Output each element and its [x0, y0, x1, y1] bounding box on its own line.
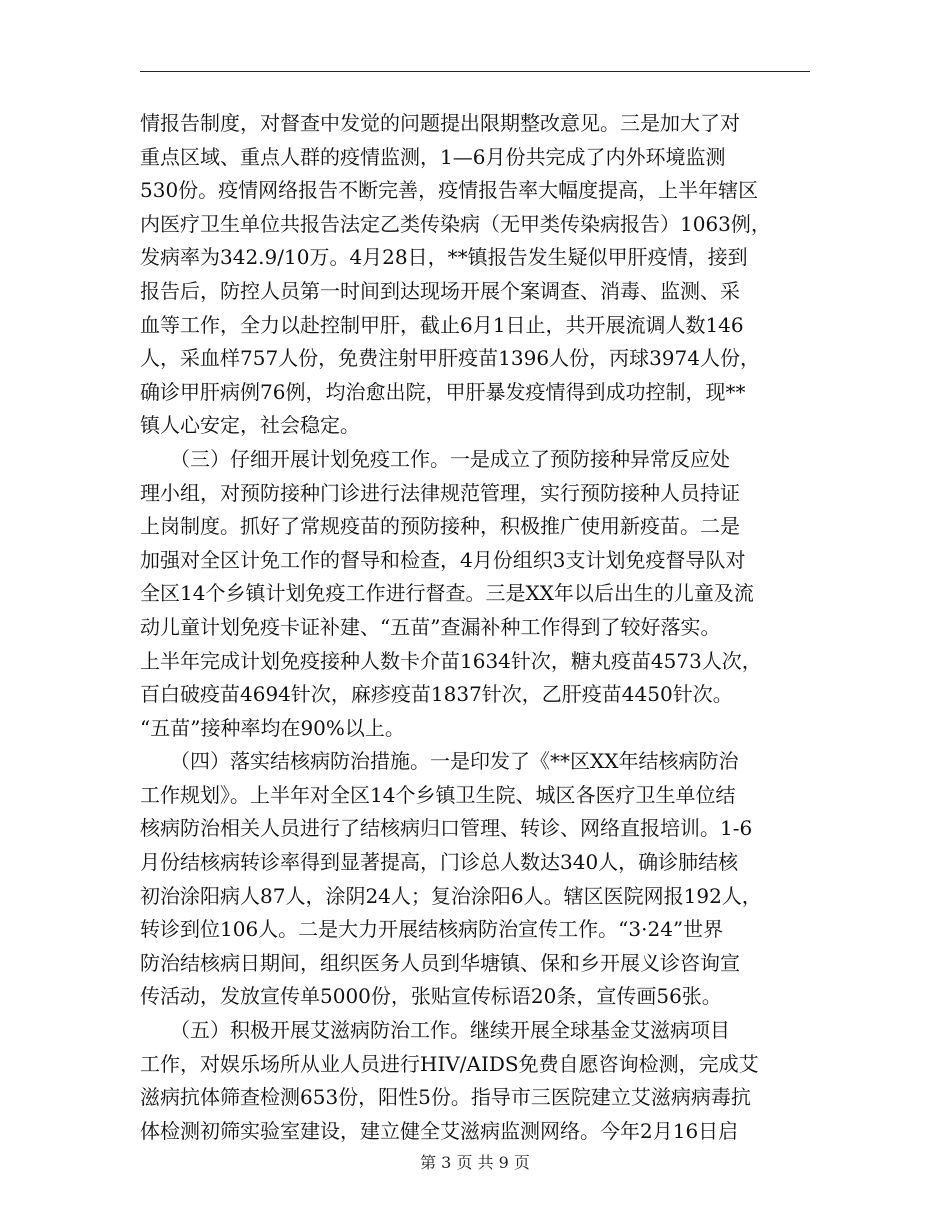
text-line: 滋病抗体筛查检测653份，阳性5份。指导市三医院建立艾滋病病毒抗 [140, 1085, 751, 1110]
text-line: 核病防治相关人员进行了结核病归口管理、转诊、网络直报培训。1-6 [140, 816, 753, 841]
text-line: 上岗制度。抓好了常规疫苗的预防接种，积极推广使用新疫苗。二是 [140, 514, 740, 539]
text-line: 工作规划》。上半年对全区14个乡镇卫生院、城区各医疗卫生单位结 [140, 782, 736, 807]
text-line: 上半年完成计划免疫接种人数卡介苗1634针次，糖丸疫苗4573人次， [140, 648, 762, 673]
text-line: （五）积极开展艾滋病防治工作。继续开展全球基金艾滋病项目 [140, 1018, 730, 1043]
text-line: 镇人心安定，社会稳定。 [140, 413, 360, 438]
text-line: 530份。疫情网络报告不断完善，疫情报告率大幅度提高，上半年辖区 [140, 178, 759, 203]
page-number: 第 3 页 共 9 页 [420, 1153, 530, 1172]
text-line: 发病率为342.9/10万。4月28日，**镇报告发生疑似甲肝疫情，接到 [140, 245, 748, 270]
text-line: 百白破疫苗4694针次，麻疹疫苗1837针次，乙肝疫苗4450针次。 [140, 682, 733, 707]
text-line: 重点区域、重点人群的疫情监测，1—6月份共完成了内外环境监测 [140, 144, 726, 169]
text-line: 理小组，对预防接种门诊进行法律规范管理，实行预防接种人员持证 [140, 480, 740, 505]
text-line: （三）仔细开展计划免疫工作。一是成立了预防接种异常反应处 [140, 446, 730, 471]
text-line: 情报告制度，对督查中发觉的问题提出限期整改意见。三是加大了对 [140, 111, 740, 135]
text-line: 体检测初筛实验室建设，建立健全艾滋病监测网络。今年2月16日启 [140, 1118, 739, 1143]
text-line: 转诊到位106人。二是大力开展结核病防治宣传工作。“3·24”世界 [140, 917, 724, 942]
text-line: 人，采血样757人份，免费注射甲肝疫苗1396人份，丙球3974人份， [140, 346, 760, 371]
text-line: 工作，对娱乐场所从业人员进行HIV/AIDS免费自愿咨询检测，完成艾 [140, 1051, 759, 1076]
text-line: “五苗”接种率均在90%以上。 [140, 715, 405, 740]
text-line: 确诊甲肝病例76例，均治愈出院，甲肝暴发疫情得到成功控制，现** [140, 379, 746, 404]
text-line: 血等工作，全力以赴控制甲肝，截止6月1日止，共开展流调人数146 [140, 312, 744, 337]
text-line: 初治涂阳病人87人，涂阴24人；复治涂阳6人。辖区医院网报192人， [140, 883, 762, 908]
text-line: （四）落实结核病防治措施。一是印发了《**区XX年结核病防治 [140, 749, 739, 774]
text-line: 内医疗卫生单位共报告法定乙类传染病（无甲类传染病报告）1063例， [140, 211, 771, 236]
text-line: 报告后，防控人员第一时间到达现场开展个案调查、消毒、监测、采 [140, 278, 740, 303]
text-line: 全区14个乡镇计划免疫工作进行督查。三是XX年以后出生的儿童及流 [140, 581, 754, 606]
text-line: 月份结核病转诊率得到显著提高，门诊总人数达340人，确诊肺结核 [140, 850, 739, 875]
text-line: 防治结核病日期间，组织医务人员到华塘镇、保和乡开展义诊咨询宣 [140, 950, 740, 975]
header-rule [140, 71, 810, 72]
text-line: 加强对全区计免工作的督导和检查，4月份组织3支计划免疫督导队对 [140, 547, 746, 572]
text-line: 动儿童计划免疫卡证补建、“五苗”查漏补种工作得到了较好落实。 [140, 614, 721, 639]
text-line: 传活动，发放宣传单5000份，张贴宣传标语20条，宣传画56张。 [140, 984, 722, 1009]
document-body [140, 107, 818, 1148]
